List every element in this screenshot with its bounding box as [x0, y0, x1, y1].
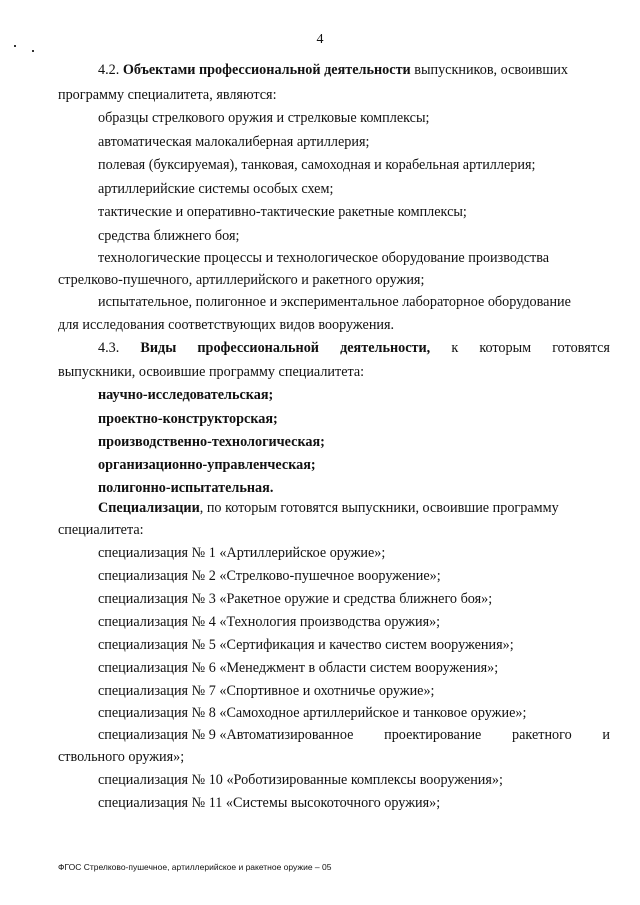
list-item: тактические и оперативно-тактические ракетные комплексы; — [98, 204, 467, 220]
specialization-item: специализация № 7 «Спортивное и охотничье оружие»; — [98, 683, 435, 699]
word: готовятся — [552, 340, 610, 356]
list-item: образцы стрелкового оружия и стрелковые комплексы; — [98, 110, 430, 126]
specialization-item: специализация № 2 «Стрелково-пушечное вооружение»; — [98, 568, 441, 584]
activity-label: научно-исследовательская; — [98, 387, 274, 403]
activity-item — [98, 457, 316, 474]
specialization-item: специализация № 11 «Системы высокоточного оружия»; — [98, 795, 441, 811]
activity-label: полигонно-испытательная. — [98, 480, 274, 496]
specialization-item: специализация № 6 «Менеджмент в области систем вооружения»; — [98, 660, 499, 676]
bold-term: Виды — [140, 340, 177, 356]
activity-item — [98, 387, 273, 404]
activity-label: организационно-управленческая; — [98, 457, 316, 473]
bold-term: Специализации — [98, 500, 200, 516]
justified-text: технологические процессы и технологическое оборудование производства — [98, 250, 550, 266]
specialization-item: специализация № 8 «Самоходное артиллерийское и танковое оружие»; — [98, 705, 527, 721]
specialization-item: специализация № 10 «Роботизированные комплексы вооружения»; — [98, 772, 503, 788]
paragraph-line: программу специалитета, являются: — [58, 87, 277, 103]
word: ракетного — [512, 727, 572, 743]
paragraph-line: выпускники, освоившие программу специалитета: — [58, 364, 365, 380]
sec42-heading — [98, 62, 568, 79]
paragraph-line: стрелково-пушечного, артиллерийского и ракетного оружия; — [58, 272, 425, 288]
specialization-item: специализация № 1 «Артиллерийское оружие»; — [98, 545, 386, 561]
paragraph-line: специалитета: — [58, 522, 144, 538]
word: к — [451, 340, 459, 356]
paragraph-line: испытательное, полигонное и экспериментальное лабораторное оборудование — [98, 294, 571, 310]
tech-line-1 — [98, 250, 610, 267]
spec-heading — [98, 500, 559, 517]
activity-item — [98, 434, 325, 451]
activity-item — [98, 411, 278, 428]
paragraph-line: для исследования соответствующих видов вооружения. — [58, 317, 395, 333]
list-item: автоматическая малокалиберная артиллерия; — [98, 134, 370, 150]
paragraph-line: ствольного оружия»; — [58, 749, 185, 765]
word: специализация № 9 «Автоматизированное — [98, 727, 354, 743]
scan-speck — [32, 50, 34, 52]
word: и — [602, 727, 610, 743]
list-item: артиллерийские системы особых схем; — [98, 181, 334, 197]
list-item: средства ближнего боя; — [98, 228, 240, 244]
word: проектирование — [384, 727, 482, 743]
activity-label: проектно-конструкторская; — [98, 411, 278, 427]
specialization-item: специализация № 3 «Ракетное оружие и средства ближнего боя»; — [98, 591, 493, 607]
specialization-item-9 — [98, 727, 610, 744]
specialization-item: специализация № 4 «Технология производства оружия»; — [98, 614, 441, 630]
bold-term: Объектами профессиональной деятельности — [122, 62, 411, 78]
list-item: полевая (буксируемая), танковая, самоходная и корабельная артиллерия; — [98, 157, 536, 173]
heading-rest: выпускников, освоивших — [414, 62, 568, 78]
heading-rest: , по которым готовятся выпускники, освоившие программу — [199, 500, 559, 516]
section-number: 4.3. — [98, 340, 120, 356]
bold-term: профессиональной — [197, 340, 319, 356]
section-number: 4.2. — [98, 62, 120, 78]
specialization-item: специализация № 5 «Сертификация и качество систем вооружения»; — [98, 637, 514, 653]
page-number: 4 — [316, 32, 324, 47]
activity-item — [98, 480, 273, 497]
word: которым — [479, 340, 532, 356]
sec43-heading — [98, 340, 610, 357]
activity-label: производственно-технологическая; — [98, 434, 325, 450]
bold-term: деятельности, — [340, 340, 431, 356]
page-footer: ФГОС Стрелково-пушечное, артиллерийское и ракетное оружие – 05 — [58, 862, 332, 872]
